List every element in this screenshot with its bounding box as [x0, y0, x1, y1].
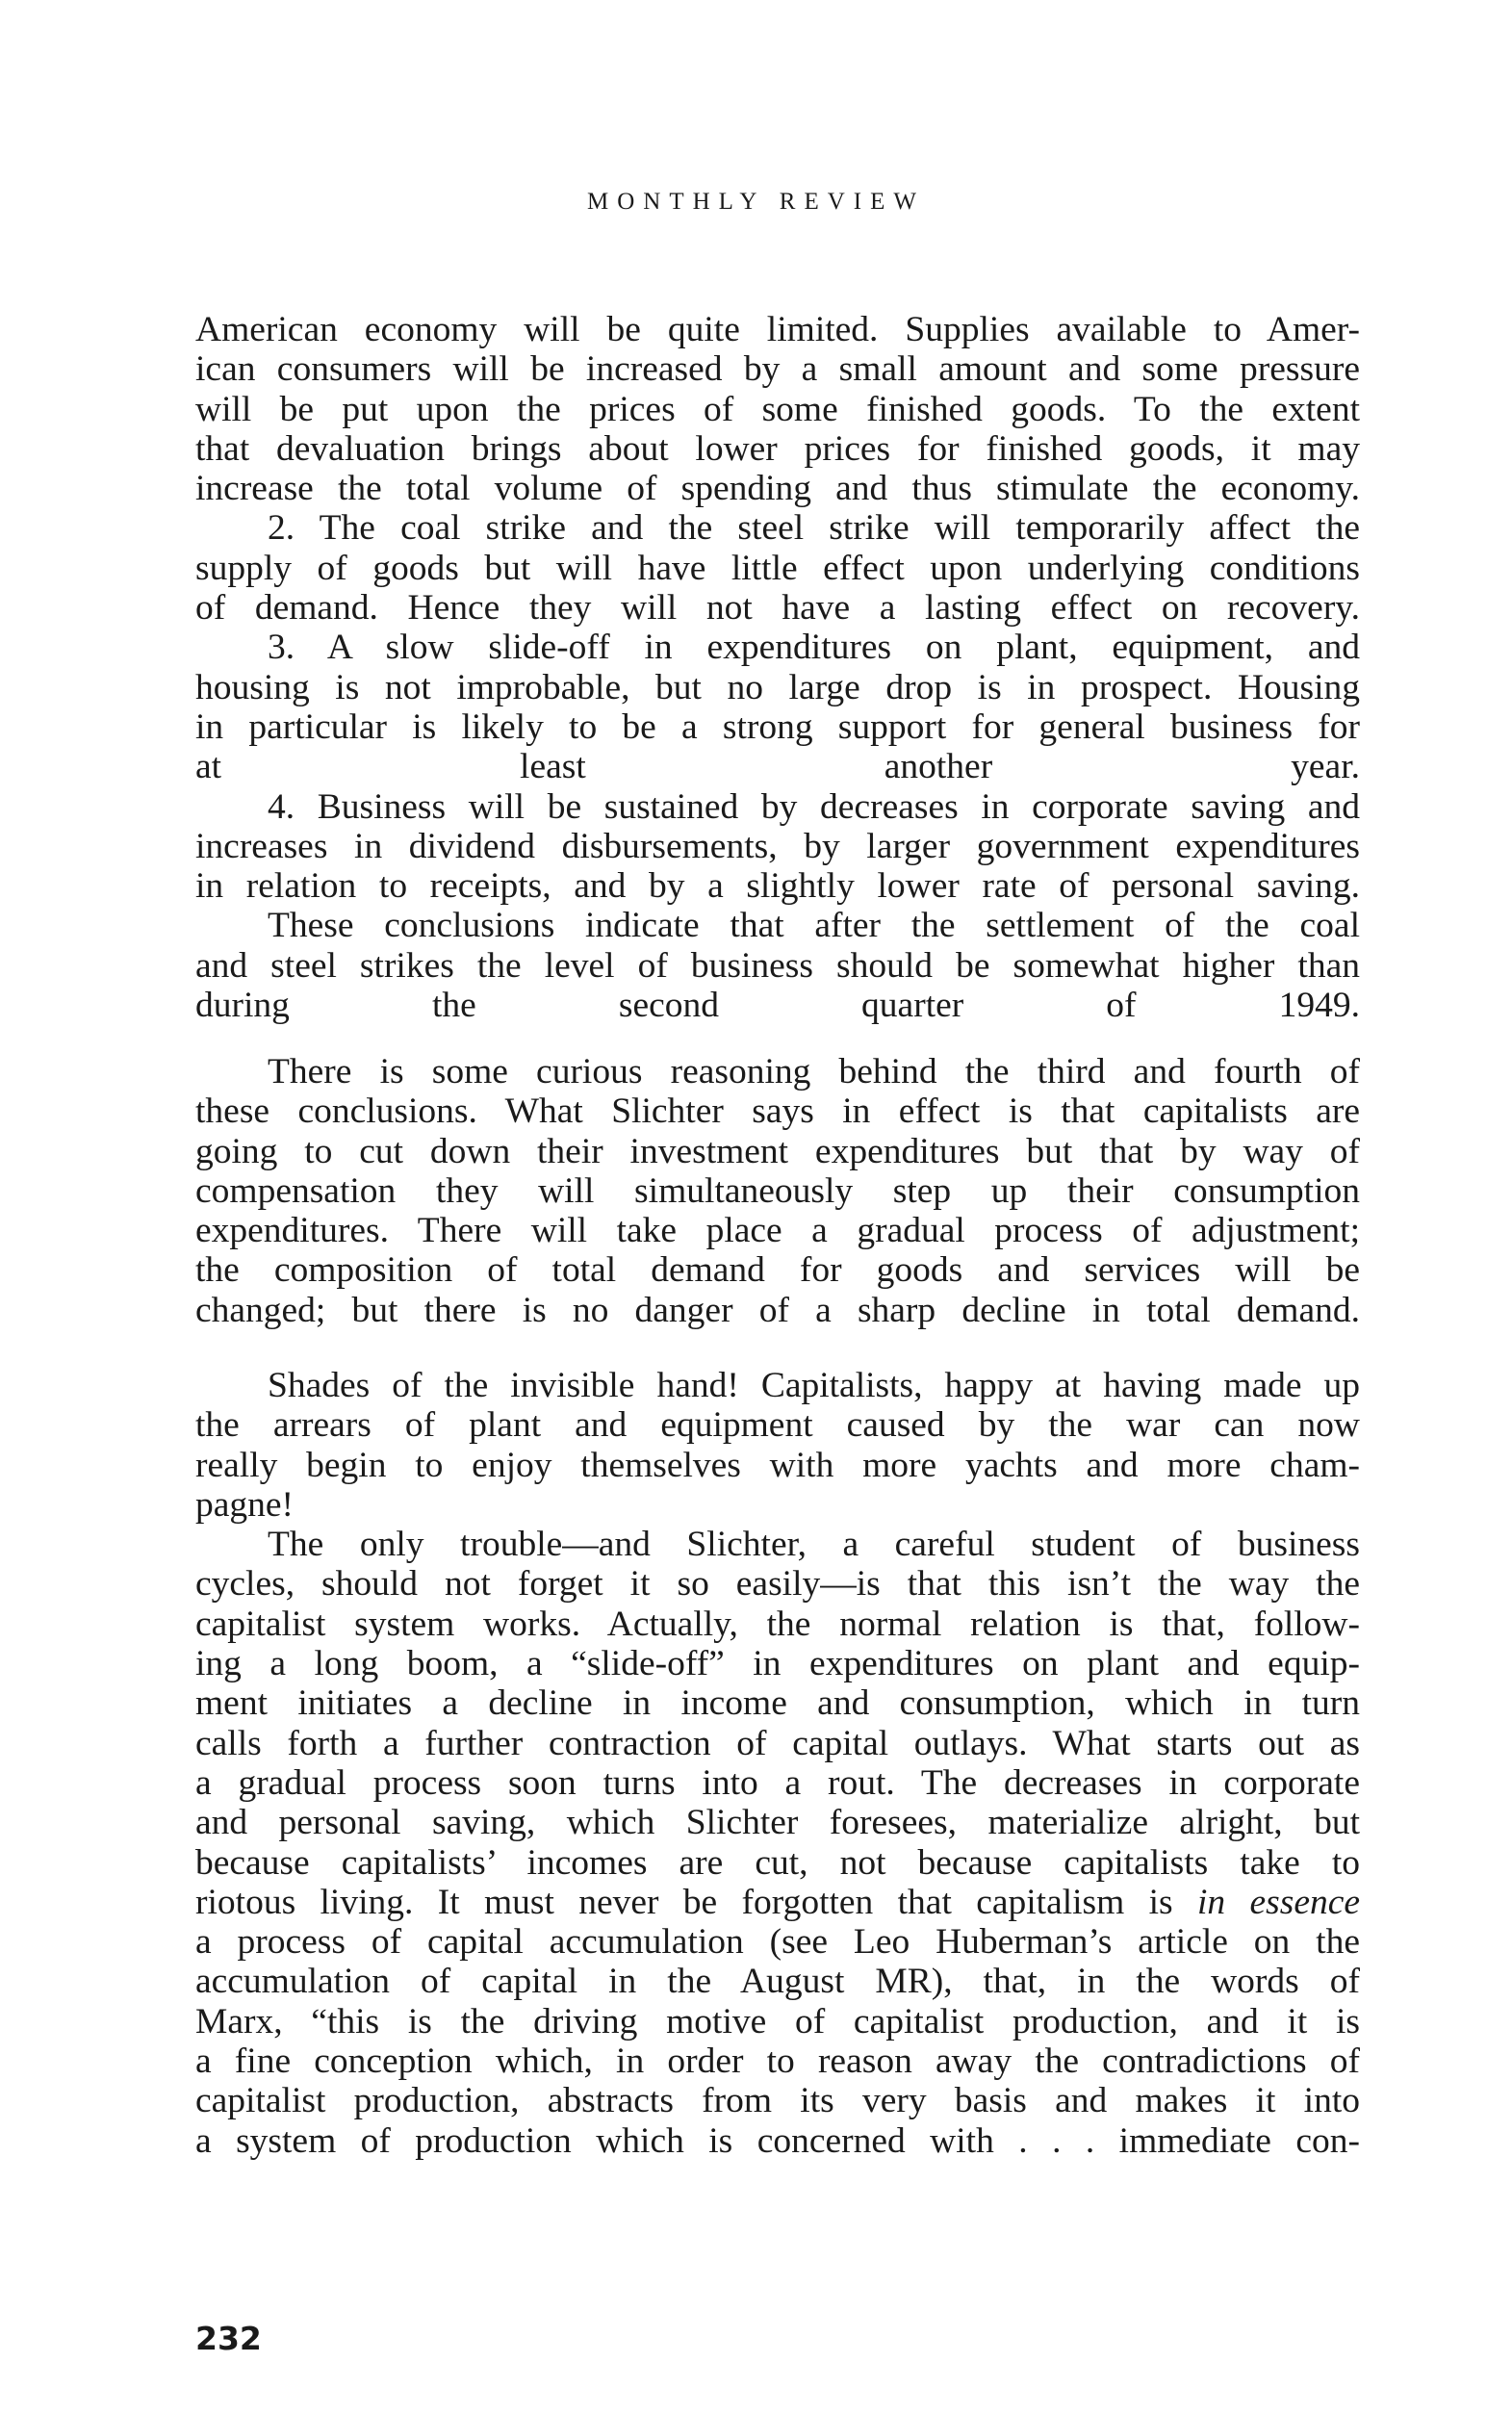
text-line: during the second quarter of 1949.: [195, 986, 1360, 1026]
text-line: 2. The coal strike and the steel strike will temporarily affect the: [268, 508, 1360, 549]
text-line: expenditures. There will take place a gradual process of adjustment;: [195, 1211, 1360, 1251]
paragraph: [195, 1052, 1360, 1330]
paragraph: [195, 906, 1360, 1025]
text-line: capitalist system works. Actually, the normal relation is that, follow-: [195, 1604, 1360, 1644]
text-line: of demand. Hence they will not have a lasting effect on recovery.: [195, 588, 1360, 629]
text-run: [195, 1525, 1360, 1882]
critique-block: [195, 1366, 1360, 2161]
text-line: a fine conception which, in order to reason away the contradictions of: [195, 2042, 1360, 2082]
text-line: ican consumers will be increased by a small amount and some pressure: [195, 349, 1360, 390]
text-line: These conclusions indicate that after the settlement of the coal: [268, 906, 1360, 946]
paragraph: [195, 310, 1360, 508]
text-line: in particular is likely to be a strong support for general business for: [195, 706, 1360, 747]
conclusions-block: [195, 310, 1360, 1025]
text-line: and steel strikes the level of business should be somewhat higher than: [195, 945, 1360, 986]
running-head: MONTHLY REVIEW: [587, 189, 925, 215]
text-line: supply of goods but will have little effect upon underlying conditions: [195, 548, 1360, 588]
text-line: accumulation of capital in the August MR), that, in the words of: [195, 1962, 1360, 2002]
text-line: compensation they will simultaneously step up their consumption: [195, 1170, 1360, 1211]
text-line: pagne!: [195, 1484, 295, 1525]
text-line: that devaluation brings about lower prices for finished goods, it may: [195, 428, 1360, 469]
text-line: the arrears of plant and equipment caused by the war can now: [195, 1405, 1360, 1446]
text-run: riotous living. It must never be forgotten that capitalism is: [195, 1882, 1197, 1922]
text-line: and personal saving, which Slichter foresees, materialize alright, but: [195, 1803, 1360, 1843]
text-line: 4. Business will be sustained by decreases in corporate saving and: [268, 786, 1360, 827]
text-line: at least another year.: [195, 747, 1360, 787]
text-run: [195, 1922, 1360, 2160]
text-line: really begin to enjoy themselves with more yachts and more cham-: [195, 1445, 1360, 1485]
text-line: going to cut down their investment expenditures but that by way of: [195, 1131, 1360, 1171]
text-line: changed; but there is no danger of a sharp decline in total demand.: [195, 1290, 1360, 1330]
emphasis: in essence: [1196, 1882, 1360, 1922]
text-line: because capitalists’ incomes are cut, not because capitalists take to: [195, 1842, 1360, 1883]
text-line: cycles, should not forget it so easily—is that this isn’t the way the: [195, 1564, 1360, 1605]
commentary-block: [195, 1052, 1360, 1330]
text-line: calls forth a further contraction of capital outlays. What starts out as: [195, 1723, 1360, 1763]
text-line: ment initiates a decline in income and consumption, which in turn: [195, 1683, 1360, 1724]
text-line: increases in dividend disbursements, by larger government expenditures: [195, 826, 1360, 866]
paragraph: [195, 628, 1360, 786]
text-line: The only trouble—and Slichter, a careful student of business: [268, 1525, 1360, 1565]
text-line: the composition of total demand for goods and services will be: [195, 1250, 1360, 1291]
text-line: will be put upon the prices of some finished goods. To the extent: [195, 389, 1360, 429]
text-line: these conclusions. What Slichter says in effect is that capitalists are: [195, 1091, 1360, 1132]
text-line: Shades of the invisible hand! Capitalists, happy at having made up: [268, 1366, 1360, 1405]
text-line: in relation to receipts, and by a slightly lower rate of personal saving.: [195, 866, 1360, 907]
text-line: a gradual process soon turns into a rout. The decreases in corporate: [195, 1762, 1360, 1803]
paragraph: [195, 787, 1360, 907]
text-line: increase the total volume of spending and thus stimulate the economy.: [195, 469, 1360, 509]
text-line: 3. A slow slide-off in expenditures on plant, equipment, and: [268, 628, 1360, 668]
text-line: American economy will be quite limited. Supplies available to Amer-: [195, 310, 1360, 349]
paragraph: [195, 508, 1360, 628]
text-line: a system of production which is concerned with . . . immediate con-: [195, 2120, 1360, 2161]
paragraph: [195, 1525, 1360, 2161]
text-line: capitalist production, abstracts from its very basis and makes it into: [195, 2081, 1360, 2121]
text-line: ing a long boom, a “slide-off” in expenditures on plant and equip-: [195, 1644, 1360, 1684]
text-line: Marx, “this is the driving motive of capitalist production, and it is: [195, 2001, 1360, 2042]
paragraph: [195, 1366, 1360, 1525]
text-line: housing is not improbable, but no large drop is in prospect. Housing: [195, 667, 1360, 707]
text-line: a process of capital accumulation (see Leo Huberman’s article on the: [195, 1922, 1360, 1963]
page-number: 232: [195, 2320, 262, 2357]
text-line: There is some curious reasoning behind the third and fourth of: [268, 1052, 1360, 1091]
